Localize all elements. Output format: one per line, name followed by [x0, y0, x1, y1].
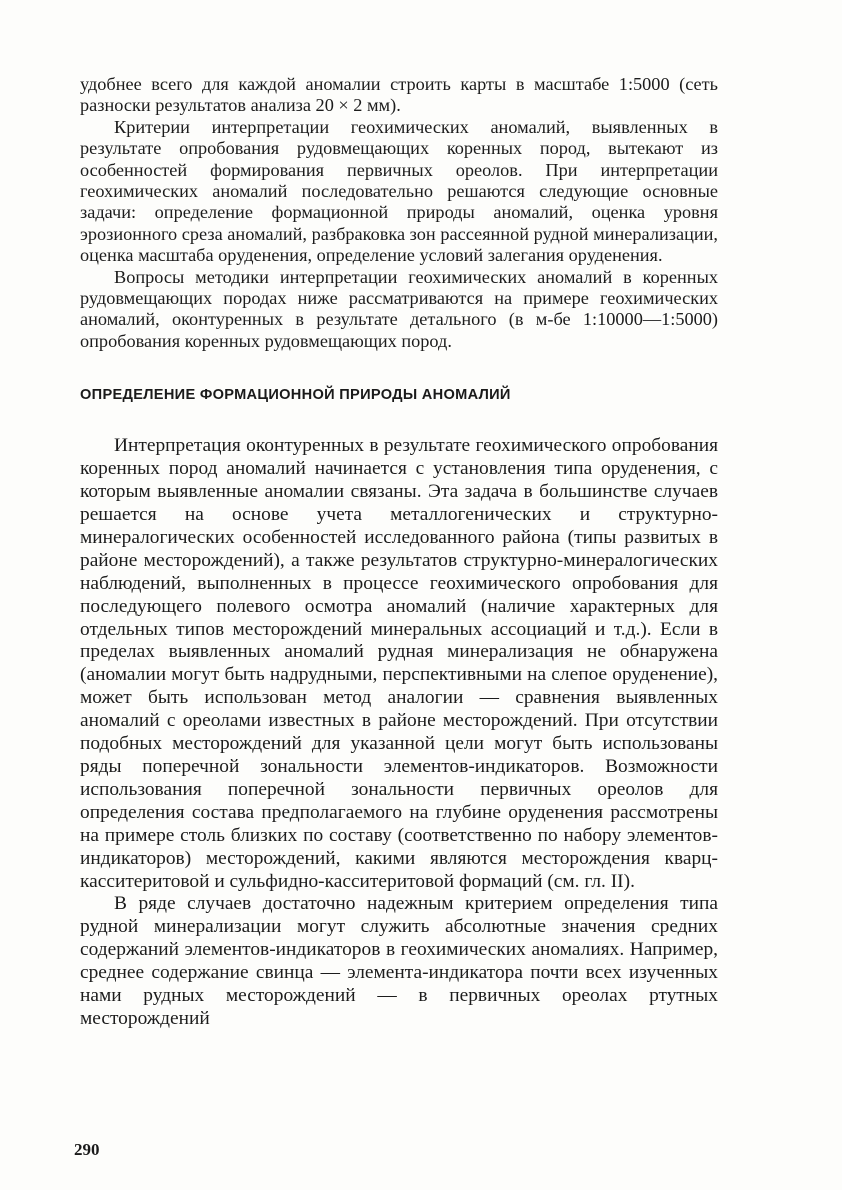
paragraph: Интерпретация оконтуренных в результате геохимического опробования коренных пород аномалий начинается с установления типа оруденения, с которым выявленные аномалии связаны. Эта задача в большинстве случаев решается на основе учета металлогенических и структурно-минералогических особенностей исследованного района (типы развитых в районе месторождений), а также результатов структурно-минералогических наблюдений, выполненных в процессе геохимического опробования для последующего полевого осмотра аномалий (наличие характерных для отдельных типов месторождений минеральных ассоциаций и т.д.). Если в пределах выявленных аномалий рудная минерализация не обнаружена (аномалии могут быть надрудными, перспективными на слепое оруденение), может быть использован метод аналогии — сравнения выявленных аномалий с ореолами известных в районе месторождений. При отсутствии подобных месторождений для указанной цели могут быть использованы ряды поперечной зональности элементов-индикаторов. Возможности использования поперечной зональности первичных ореолов для определения состава предполагаемого на глубине оруденения рассмотрены на примере столь близких по составу (соответственно по набору элементов-индикаторов) месторождений, какими являются месторождения кварц-касситеритовой и сульфидно-касситеритовой формаций (см. гл. II). — [80, 435, 718, 892]
paragraph: В ряде случаев достаточно надежным критерием определения типа рудной минерализации могут служить абсолютные значения средних содержаний элементов-индикаторов в геохимических аномалиях. Например, среднее содержание свинца — элемента-индикатора почти всех изученных нами рудных месторождений — в первичных ореолах ртутных месторождений — [80, 893, 718, 1029]
section-heading: ОПРЕДЕЛЕНИЕ ФОРМАЦИОННОЙ ПРИРОДЫ АНОМАЛИЙ — [80, 387, 511, 404]
body-section — [80, 435, 718, 1031]
paragraph: Вопросы методики интерпретации геохимических аномалий в коренных рудовмещающих породах ниже рассматриваются на примере геохимических аномалий, оконтуренных в результате детального (в м-бе 1:10000—1:5000) опробования коренных рудовмещающих пород. — [80, 266, 718, 351]
paragraph: удобнее всего для каждой аномалии строить карты в масштабе 1:5000 (сеть разноски результатов анализа 20 × 2 мм). — [80, 74, 718, 116]
text-column — [80, 74, 718, 1031]
paragraph: Критерии интерпретации геохимических аномалий, выявленных в результате опробования рудовмещающих коренных пород, вытекают из особенностей формирования первичных ореолов. При интерпретации геохимических аномалий последовательно решаются следующие основные задачи: определение формационной природы аномалий, оценка уровня эрозионного среза аномалий, разбраковка зон рассеянной рудной минерализации, оценка масштаба оруденения, определение условий залегания оруденения. — [80, 116, 718, 266]
page-number: 290 — [74, 1140, 100, 1159]
intro-section — [80, 74, 718, 352]
